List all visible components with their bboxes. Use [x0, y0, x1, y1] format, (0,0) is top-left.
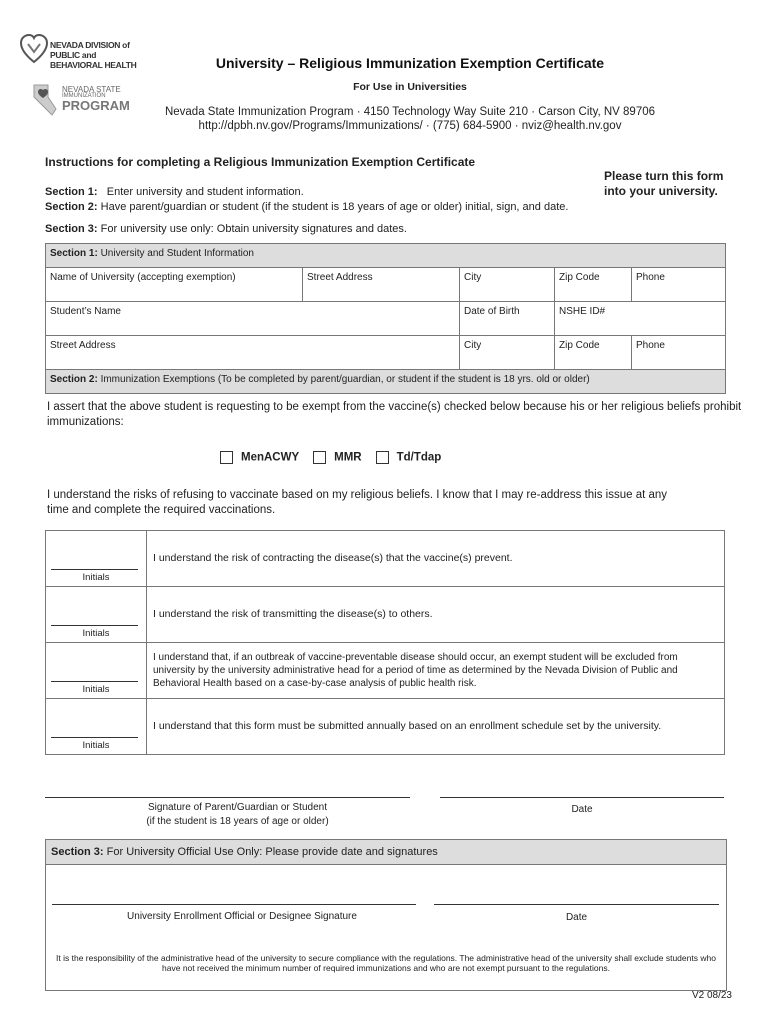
vaccine-checkboxes	[220, 451, 441, 464]
official-signature-label: University Enrollment Official or Designee Signature	[127, 911, 357, 922]
section2-title: Immunization Exemptions (To be completed by parent/guardian, or student if the student is 18 yrs. old or older)	[100, 374, 590, 385]
dpbh-logo	[20, 34, 140, 70]
statement-1: I understand the risk of contracting the disease(s) that the vaccine(s) prevent.	[147, 531, 725, 587]
initials-label: Initials	[82, 572, 110, 583]
initials-field[interactable]	[46, 531, 147, 587]
student-city-field[interactable]: City	[460, 336, 555, 370]
section3-band	[46, 840, 726, 865]
page-subtitle: For Use in Universities	[353, 81, 467, 93]
contact-line[interactable]: http://dpbh.nv.gov/Programs/Immunizations/ · (775) 684-5900 · nviz@health.nv.gov	[198, 120, 622, 132]
dpbh-logo-text: NEVADA DIVISION of PUBLIC and BEHAVIORAL HEALTH	[50, 40, 137, 70]
checkbox[interactable]	[220, 451, 233, 464]
initials-field[interactable]	[46, 699, 147, 755]
section3-box	[45, 839, 727, 991]
assert-text: I assert that the above student is requesting to be exempt from the vaccine(s) checked below because his or her religious beliefs prohibit immunizations:	[47, 401, 742, 428]
statement-3: I understand that, if an outbreak of vaccine-preventable disease should occur, an exempt student will be excluded from university by the university administrative head for a period of time as determined by the Nevada Division of Public and Behavioral Health based on a case-by-case analysis of public health risk.	[147, 643, 725, 699]
instructions-heading: Instructions for completing a Religious Immunization Exemption Certificate	[45, 155, 476, 169]
section3-title: For University Official Use Only: Please provide date and signatures	[106, 846, 438, 858]
university-street-field[interactable]: Street Address	[303, 268, 460, 302]
table-row	[46, 643, 725, 699]
turn-in-note: Please turn this form into your university.	[604, 169, 724, 198]
student-phone-field[interactable]: Phone	[632, 336, 726, 370]
instruction-section1	[45, 186, 585, 198]
section2-band	[46, 370, 726, 394]
initials-label: Initials	[82, 740, 110, 751]
instruction-label: Section 3:	[45, 223, 98, 235]
program-logo-line3: PROGRAM	[62, 98, 130, 113]
initials-field[interactable]	[46, 587, 147, 643]
instruction-section3	[45, 223, 585, 235]
instruction-text: Have parent/guardian or student (if the student is 18 years of age or older) initial, sign, and date.	[100, 201, 569, 213]
parent-date-line[interactable]	[440, 797, 724, 798]
checkbox[interactable]	[376, 451, 389, 464]
section1-label: Section 1:	[50, 248, 98, 259]
student-name-field[interactable]: Student’s Name	[46, 302, 460, 336]
address-line: Nevada State Immunization Program · 4150 Technology Way Suite 210 · Carson City, NV 89706	[164, 106, 656, 118]
initials-field[interactable]	[46, 643, 147, 699]
section1-table	[45, 243, 726, 394]
instruction-label: Section 1:	[45, 186, 98, 198]
initials-label: Initials	[82, 684, 110, 695]
program-address	[120, 105, 700, 133]
signature-label: Signature of Parent/Guardian or Student	[147, 802, 327, 813]
vaccine-label: Td/Tdap	[396, 451, 442, 464]
section2-label: Section 2:	[50, 374, 98, 385]
vaccine-option-menacwy[interactable]	[220, 451, 299, 464]
vaccine-label: MMR	[334, 451, 362, 464]
table-row	[46, 587, 725, 643]
instruction-label: Section 2:	[45, 201, 98, 213]
program-logo-line1: NEVADA STATE	[62, 85, 121, 94]
fine-print: It is the responsibility of the administrative head of the university to secure compliance with the regulations. The administrative head of the university shall exclude students who have not received the minimum number of required immunizations and who are not exempt pursuant to the regulations.	[56, 953, 716, 973]
understand-text: I understand the risks of refusing to vaccinate based on my religious beliefs. I know that I may re-address this issue at any time and complete the required vaccinations.	[47, 489, 668, 516]
student-street-field[interactable]: Street Address	[46, 336, 460, 370]
university-zip-field[interactable]: Zip Code	[555, 268, 632, 302]
table-row	[46, 699, 725, 755]
initials-table	[45, 530, 725, 755]
statement-2: I understand the risk of transmitting the disease(s) to others.	[147, 587, 725, 643]
nevada-state-icon	[32, 83, 58, 117]
vaccine-label: MenACWY	[241, 451, 300, 464]
instruction-text: Enter university and student information.	[106, 186, 304, 198]
official-signature-line[interactable]	[52, 904, 416, 905]
signature-sublabel: (if the student is 18 years of age or older)	[146, 816, 329, 827]
parent-signature-caption	[45, 801, 430, 829]
heart-logo-icon	[20, 34, 48, 64]
checkbox[interactable]	[313, 451, 326, 464]
section3-label: Section 3:	[51, 846, 104, 858]
page-title: University – Religious Immunization Exemption Certificate	[215, 55, 605, 71]
date-of-birth-field[interactable]: Date of Birth	[460, 302, 555, 336]
vaccine-option-mmr[interactable]	[313, 451, 361, 464]
official-date-label: Date	[565, 912, 588, 923]
section1-title: University and Student Information	[100, 248, 254, 259]
instruction-section2	[45, 201, 585, 213]
parent-signature-line[interactable]	[45, 797, 410, 798]
program-logo-line2: IMMUNIZATION	[62, 93, 106, 99]
university-name-field[interactable]: Name of University (accepting exemption)	[46, 268, 303, 302]
parent-date-label: Date	[571, 804, 593, 815]
initials-label: Initials	[82, 628, 110, 639]
statement-4: I understand that this form must be submitted annually based on an enrollment schedule set by the university.	[147, 699, 725, 755]
university-city-field[interactable]: City	[460, 268, 555, 302]
university-phone-field[interactable]: Phone	[632, 268, 726, 302]
official-date-line[interactable]	[434, 904, 719, 905]
vaccine-option-tdap[interactable]	[376, 451, 442, 464]
instruction-text: For university use only: Obtain university signatures and dates.	[100, 223, 407, 235]
section1-band	[46, 244, 726, 268]
nshe-id-field[interactable]: NSHE ID#	[555, 302, 726, 336]
table-row	[46, 531, 725, 587]
student-zip-field[interactable]: Zip Code	[555, 336, 632, 370]
version-label: V2 08/23	[691, 990, 732, 1001]
